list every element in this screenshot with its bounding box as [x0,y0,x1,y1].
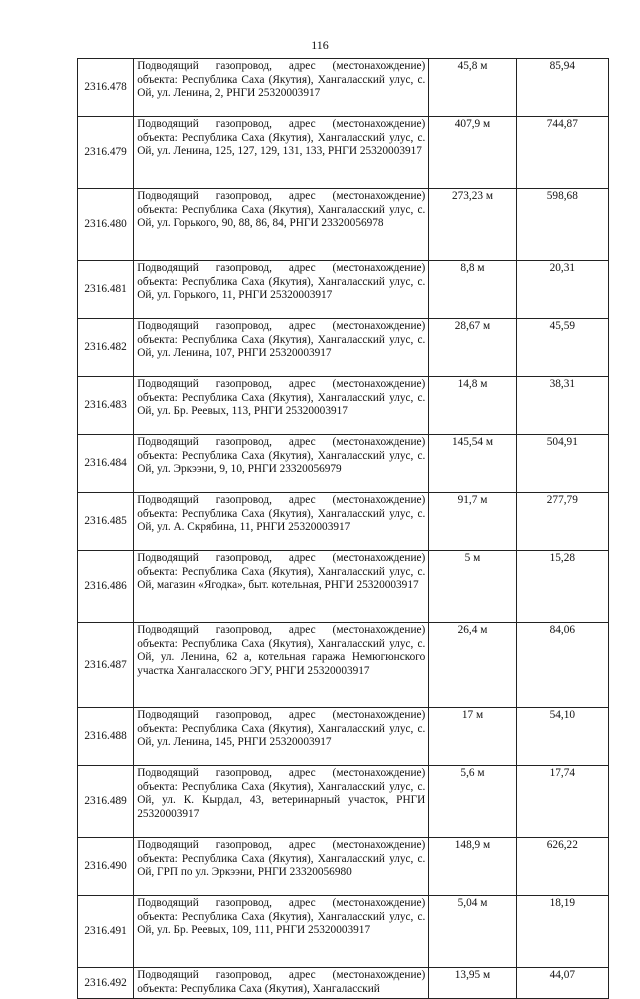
table-row [78,551,609,623]
row-value: 277,79 [516,493,608,551]
row-description: Подводящий газопровод, адрес (местонахождение) объекта: Республика Саха (Якутия), Хангаласский улус, с. Ой, ул. Эркээни, 9, 10, РНГИ 23320056979 [134,435,429,493]
row-value: 744,87 [516,117,608,189]
row-length: 14,8 м [429,377,516,435]
row-number: 2316.490 [78,838,134,896]
row-value: 45,59 [516,319,608,377]
row-length: 8,8 м [429,261,516,319]
row-value: 85,94 [516,59,608,117]
row-number: 2316.483 [78,377,134,435]
row-description: Подводящий газопровод, адрес (местонахождение) объекта: Республика Саха (Якутия), Хангаласский улус, с. Ой, ул. Ленина, 2, РНГИ 25320003917 [134,59,429,117]
row-length: 273,23 м [429,189,516,261]
row-number: 2316.491 [78,896,134,968]
row-number: 2316.488 [78,708,134,766]
row-number: 2316.482 [78,319,134,377]
row-description: Подводящий газопровод, адрес (местонахождение) объекта: Республика Саха (Якутия), Хангаласский улус, с. Ой, ул. Ленина, 145, РНГИ 25320003917 [134,708,429,766]
table-row [78,623,609,708]
row-length: 5 м [429,551,516,623]
row-description: Подводящий газопровод, адрес (местонахождение) объекта: Республика Саха (Якутия), Хангаласский улус, с. Ой, ул. К. Кырдал, 43, ветеринарный участок, РНГИ 25320003917 [134,766,429,838]
row-description: Подводящий газопровод, адрес (местонахождение) объекта: Республика Саха (Якутия), Хангаласский [134,968,429,999]
row-length: 45,8 м [429,59,516,117]
row-description: Подводящий газопровод, адрес (местонахождение) объекта: Республика Саха (Якутия), Хангаласский улус, с. Ой, ул. А. Скрябина, 11, РНГИ 25320003917 [134,493,429,551]
row-number: 2316.479 [78,117,134,189]
property-table [77,58,609,999]
row-description: Подводящий газопровод, адрес (местонахождение) объекта: Республика Саха (Якутия), Хангаласский улус, с. Ой, ул. Ленина, 107, РНГИ 25320003917 [134,319,429,377]
row-description: Подводящий газопровод, адрес (местонахождение) объекта: Республика Саха (Якутия), Хангаласский улус, с. Ой, ул. Бр. Реевых, 109, 111, РНГИ 25320003917 [134,896,429,968]
row-number: 2316.484 [78,435,134,493]
row-number: 2316.492 [78,968,134,999]
row-length: 91,7 м [429,493,516,551]
row-value: 598,68 [516,189,608,261]
row-value: 17,74 [516,766,608,838]
row-number: 2316.481 [78,261,134,319]
table-row [78,261,609,319]
row-length: 17 м [429,708,516,766]
row-value: 84,06 [516,623,608,708]
row-description: Подводящий газопровод, адрес (местонахождение) объекта: Республика Саха (Якутия), Хангаласский улус, с. Ой, магазин «Ягодка», быт. котельная, РНГИ 25320003917 [134,551,429,623]
row-description: Подводящий газопровод, адрес (местонахождение) объекта: Республика Саха (Якутия), Хангаласский улус, с. Ой, ул. Горького, 90, 88, 86, 84, РНГИ 23320056978 [134,189,429,261]
page-number: 116 [311,38,329,52]
row-description: Подводящий газопровод, адрес (местонахождение) объекта: Республика Саха (Якутия), Хангаласский улус, с. Ой, ул. Бр. Реевых, 113, РНГИ 25320003917 [134,377,429,435]
table-row [78,377,609,435]
row-length: 13,95 м [429,968,516,999]
table-row [78,838,609,896]
row-number: 2316.480 [78,189,134,261]
row-value: 20,31 [516,261,608,319]
table-row [78,896,609,968]
row-length: 26,4 м [429,623,516,708]
row-value: 44,07 [516,968,608,999]
table-row [78,968,609,999]
table-row [78,493,609,551]
row-length: 5,6 м [429,766,516,838]
row-value: 54,10 [516,708,608,766]
row-length: 5,04 м [429,896,516,968]
row-length: 145,54 м [429,435,516,493]
row-number: 2316.487 [78,623,134,708]
table-row [78,435,609,493]
table-row [78,189,609,261]
row-number: 2316.485 [78,493,134,551]
table-row [78,766,609,838]
row-description: Подводящий газопровод, адрес (местонахождение) объекта: Республика Саха (Якутия), Хангаласский улус, с. Ой, ул. Ленина, 62 а, котельная гаража Немюгюнского участка Хангаласского ЭГУ, РНГИ 25320003917 [134,623,429,708]
row-number: 2316.489 [78,766,134,838]
row-description: Подводящий газопровод, адрес (местонахождение) объекта: Республика Саха (Якутия), Хангаласский улус, с. Ой, ул. Горького, 11, РНГИ 25320003917 [134,261,429,319]
row-number: 2316.478 [78,59,134,117]
row-value: 626,22 [516,838,608,896]
row-length: 28,67 м [429,319,516,377]
table-row [78,708,609,766]
row-value: 18,19 [516,896,608,968]
row-value: 504,91 [516,435,608,493]
row-length: 407,9 м [429,117,516,189]
row-description: Подводящий газопровод, адрес (местонахождение) объекта: Республика Саха (Якутия), Хангаласский улус, с. Ой, ГРП по ул. Эркээни, РНГИ 23320056980 [134,838,429,896]
table-row [78,117,609,189]
row-value: 38,31 [516,377,608,435]
row-value: 15,28 [516,551,608,623]
row-description: Подводящий газопровод, адрес (местонахождение) объекта: Республика Саха (Якутия), Хангаласский улус, с. Ой, ул. Ленина, 125, 127, 129, 131, 133, РНГИ 25320003917 [134,117,429,189]
row-length: 148,9 м [429,838,516,896]
table-row [78,319,609,377]
table-row [78,59,609,117]
row-number: 2316.486 [78,551,134,623]
